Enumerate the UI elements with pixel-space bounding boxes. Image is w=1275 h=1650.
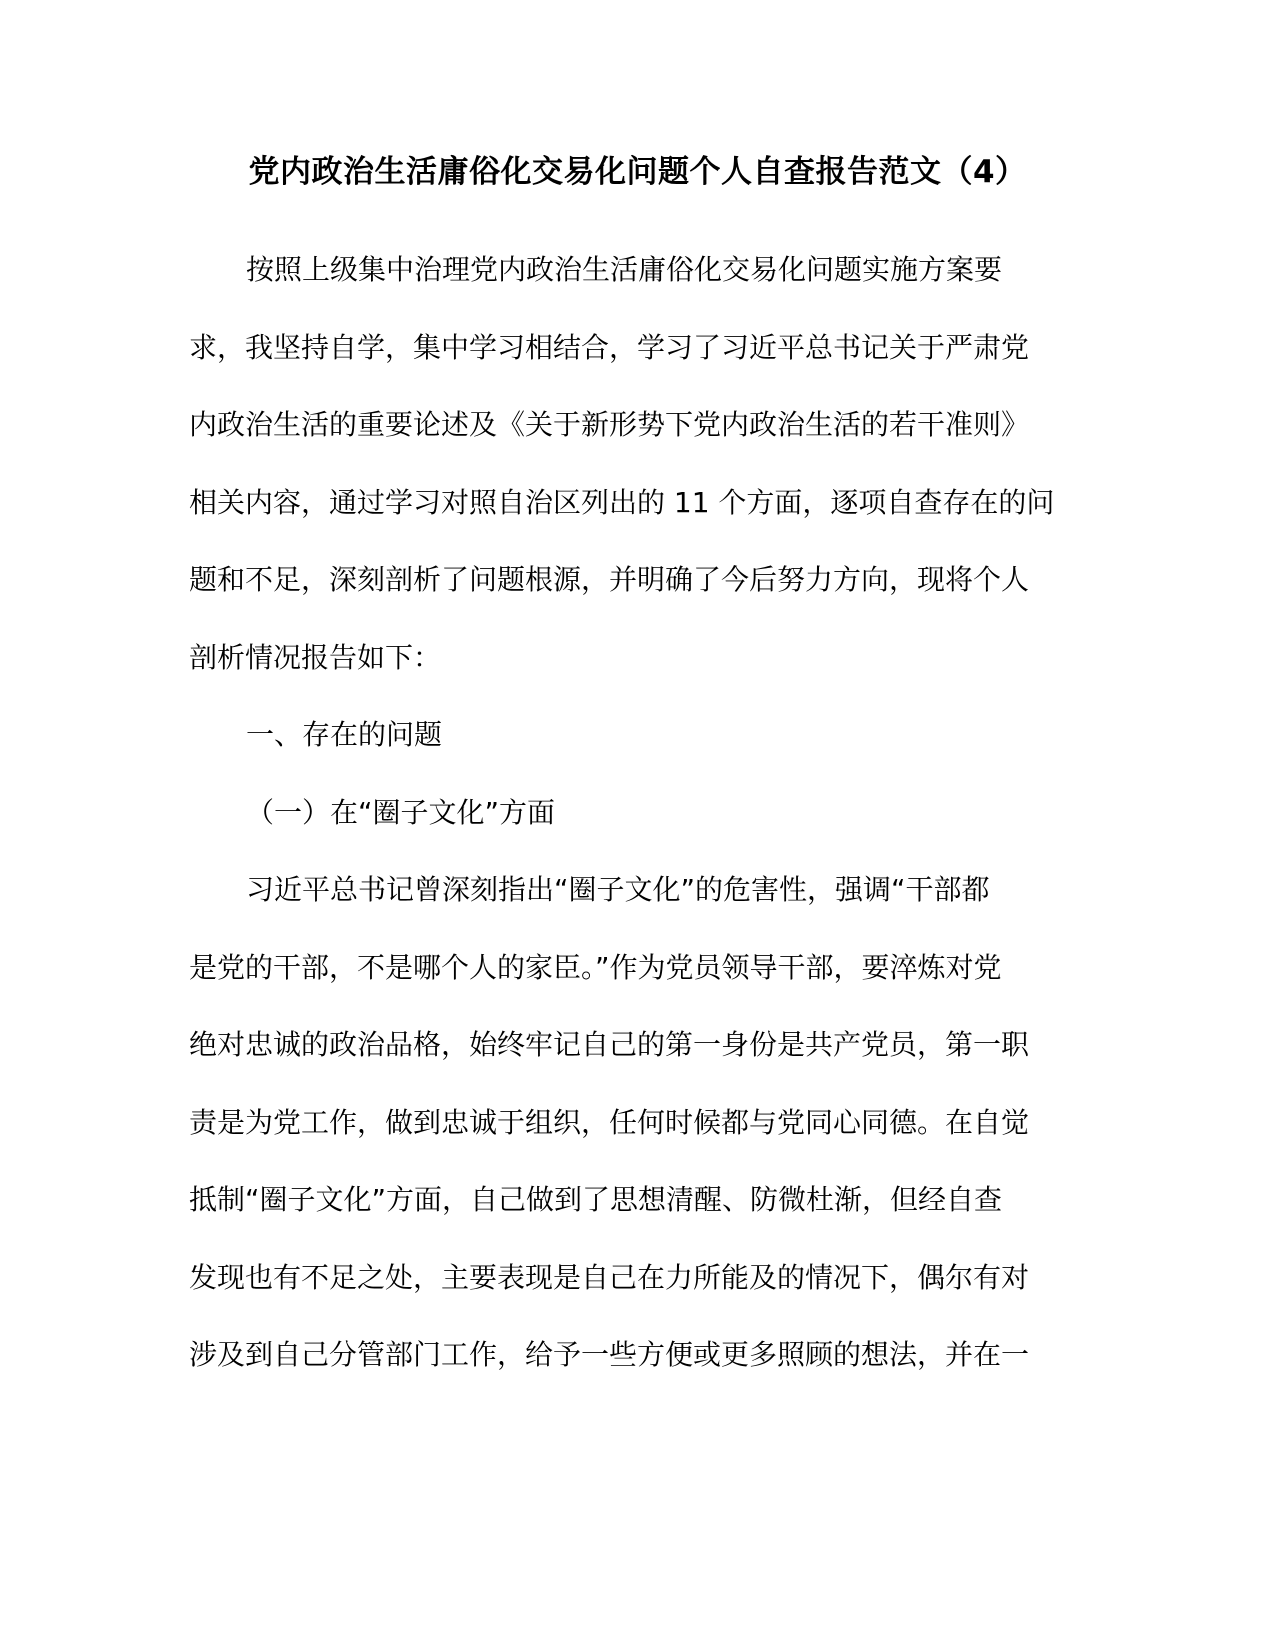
body-line: 抵制“圈子文化”方面，自己做到了思想清醒、防微杜渐，但经自查 [189,1183,1003,1216]
body-line: 责是为党工作，做到忠诚于组织，任何时候都与党同心同德。在自觉 [189,1105,1030,1139]
body-line: 是党的干部，不是哪个人的家臣。”作为党员领导干部，要淬炼对党 [189,950,1002,984]
subsection-heading: （一）在“圈子文化”方面 [246,795,556,829]
body-line: 习近平总书记曾深刻指出“圈子文化”的危害性，强调“干部都 [246,873,990,906]
body-line: 按照上级集中治理党内政治生活庸俗化交易化问题实施方案要 [246,253,1003,286]
body-line: 内政治生活的重要论述及《关于新形势下党内政治生活的若干准则》 [189,408,1030,441]
body-line: 题和不足，深刻剖析了问题根源，并明确了今后努力方向，现将个人 [189,563,1030,596]
body-line: 求，我坚持自学，集中学习相结合，学习了习近平总书记关于严肃党 [189,330,1030,364]
section-heading: 一、存在的问题 [246,718,443,751]
body-line: 相关内容，通过学习对照自治区列出的 11 个方面，逐项自查存在的问 [189,485,1055,519]
body-line: 涉及到自己分管部门工作，给予一些方便或更多照顾的想法，并在一 [189,1338,1030,1371]
document-title: 党内政治生活庸俗化交易化问题个人自查报告范文（4） [248,154,1027,190]
document-body [189,231,1089,1394]
body-line: 剖析情况报告如下： [189,640,442,674]
body-line: 绝对忠诚的政治品格，始终牢记自己的第一身份是共产党员，第一职 [189,1028,1030,1061]
body-line: 发现也有不足之处，主要表现是自己在力所能及的情况下，偶尔有对 [189,1260,1030,1294]
